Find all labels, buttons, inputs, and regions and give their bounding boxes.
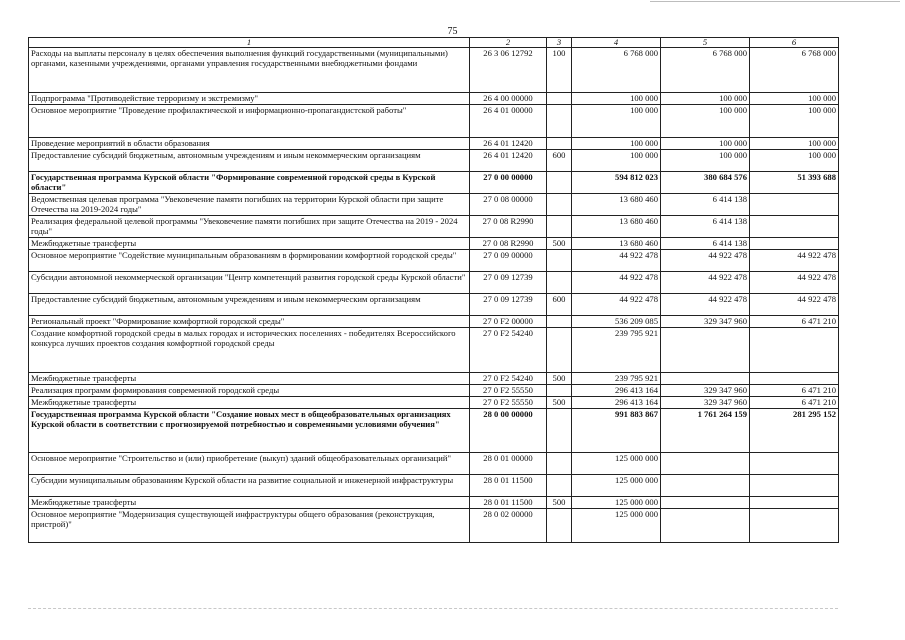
- row-amount-year1: 13 680 460: [572, 238, 661, 250]
- row-name: Межбюджетные трансферты: [29, 497, 470, 509]
- row-name: Предоставление субсидий бюджетным, автономным учреждениям и иным некоммерческим организациям: [29, 150, 470, 172]
- row-amount-year3: [750, 194, 839, 216]
- row-expense-type: [547, 328, 572, 373]
- row-name: Основное мероприятие "Проведение профилактической и информационно-пропагандистской работы": [29, 105, 470, 138]
- row-amount-year1: 125 000 000: [572, 453, 661, 475]
- row-amount-year3: 100 000: [750, 150, 839, 172]
- table-row: [29, 497, 839, 509]
- row-amount-year3: [750, 497, 839, 509]
- row-amount-year3: [750, 373, 839, 385]
- row-amount-year3: 6 471 210: [750, 385, 839, 397]
- table-row: [29, 409, 839, 453]
- row-amount-year1: 239 795 921: [572, 373, 661, 385]
- row-name: Государственная программа Курской области "Формирование современной городской среды в Курской области": [29, 172, 470, 194]
- row-amount-year2: [661, 475, 750, 497]
- table-row: [29, 509, 839, 543]
- row-name: Предоставление субсидий бюджетным, автономным учреждениям и иным некоммерческим организациям: [29, 294, 470, 316]
- row-name: Проведение мероприятий в области образования: [29, 138, 470, 150]
- row-name: Создание комфортной городской среды в малых городах и исторических поселениях - победителях Всероссийского конкурса лучших проектов создания комфортной городской среды: [29, 328, 470, 373]
- row-amount-year1: 44 922 478: [572, 272, 661, 294]
- row-amount-year3: 51 393 688: [750, 172, 839, 194]
- row-amount-year3: 6 471 210: [750, 316, 839, 328]
- row-code: 28 0 00 00000: [470, 409, 547, 453]
- row-amount-year3: 44 922 478: [750, 294, 839, 316]
- row-code: 26 4 01 00000: [470, 105, 547, 138]
- row-amount-year1: 44 922 478: [572, 250, 661, 272]
- row-amount-year2: [661, 328, 750, 373]
- table-row: [29, 373, 839, 385]
- row-code: 27 0 F2 54240: [470, 373, 547, 385]
- row-expense-type: [547, 475, 572, 497]
- row-amount-year2: 44 922 478: [661, 250, 750, 272]
- table-row: [29, 385, 839, 397]
- row-name: Государственная программа Курской области "Создание новых мест в общеобразовательных организациях Курской области в соответствии с прогнозируемой потребностью и современными условиями обучения": [29, 409, 470, 453]
- row-name: Основное мероприятие "Содействие муниципальным образованиям в формировании комфортной городской среды": [29, 250, 470, 272]
- row-code: 27 0 00 00000: [470, 172, 547, 194]
- row-expense-type: [547, 250, 572, 272]
- column-number: 4: [572, 38, 661, 48]
- row-amount-year3: [750, 328, 839, 373]
- row-amount-year2: 44 922 478: [661, 294, 750, 316]
- table-row: [29, 453, 839, 475]
- row-amount-year1: 13 680 460: [572, 216, 661, 238]
- table-row: [29, 138, 839, 150]
- table-row: [29, 194, 839, 216]
- row-code: 27 0 08 00000: [470, 194, 547, 216]
- row-code: 27 0 F2 54240: [470, 328, 547, 373]
- row-amount-year3: 100 000: [750, 93, 839, 105]
- page-number: 75: [447, 26, 458, 37]
- row-expense-type: [547, 138, 572, 150]
- row-amount-year2: 100 000: [661, 93, 750, 105]
- column-number: 2: [470, 38, 547, 48]
- row-code: 28 0 01 00000: [470, 453, 547, 475]
- row-amount-year2: [661, 509, 750, 543]
- row-amount-year1: 296 413 164: [572, 397, 661, 409]
- row-amount-year1: 594 812 023: [572, 172, 661, 194]
- row-amount-year3: [750, 238, 839, 250]
- table-row: [29, 316, 839, 328]
- row-expense-type: [547, 194, 572, 216]
- row-amount-year3: 6 471 210: [750, 397, 839, 409]
- row-expense-type: [547, 93, 572, 105]
- row-code: 26 4 00 00000: [470, 93, 547, 105]
- row-amount-year3: 100 000: [750, 105, 839, 138]
- row-name: Ведомственная целевая программа "Увековечение памяти погибших на территории Курской области при защите Отечества на 2019-2024 годы": [29, 194, 470, 216]
- row-amount-year1: 13 680 460: [572, 194, 661, 216]
- table-row: [29, 172, 839, 194]
- row-name: Межбюджетные трансферты: [29, 238, 470, 250]
- row-amount-year2: 6 414 138: [661, 216, 750, 238]
- budget-table-sheet: [28, 37, 838, 543]
- table-row: [29, 475, 839, 497]
- row-expense-type: [547, 409, 572, 453]
- column-number: 1: [29, 38, 470, 48]
- row-expense-type: 500: [547, 373, 572, 385]
- row-amount-year1: 125 000 000: [572, 509, 661, 543]
- row-expense-type: 500: [547, 497, 572, 509]
- row-amount-year2: 1 761 264 159: [661, 409, 750, 453]
- row-amount-year2: 329 347 960: [661, 385, 750, 397]
- row-expense-type: 100: [547, 48, 572, 93]
- row-amount-year1: 6 768 000: [572, 48, 661, 93]
- row-amount-year2: 329 347 960: [661, 316, 750, 328]
- row-name: Межбюджетные трансферты: [29, 373, 470, 385]
- row-amount-year3: 6 768 000: [750, 48, 839, 93]
- scan-edge-line: [650, 1, 900, 2]
- column-number: 3: [547, 38, 572, 48]
- row-code: 27 0 09 12739: [470, 294, 547, 316]
- row-expense-type: [547, 216, 572, 238]
- row-amount-year1: 239 795 921: [572, 328, 661, 373]
- row-code: 27 0 F2 55550: [470, 385, 547, 397]
- row-amount-year1: 100 000: [572, 93, 661, 105]
- row-name: Региональный проект "Формирование комфортной городской среды": [29, 316, 470, 328]
- table-row: [29, 250, 839, 272]
- row-name: Основное мероприятие "Модернизация существующей инфраструктуры общего образования (реконструкция, пристрой)": [29, 509, 470, 543]
- row-expense-type: 600: [547, 150, 572, 172]
- row-amount-year2: 329 347 960: [661, 397, 750, 409]
- row-code: 26 4 01 12420: [470, 150, 547, 172]
- row-amount-year2: [661, 497, 750, 509]
- row-code: 27 0 09 00000: [470, 250, 547, 272]
- table-row: [29, 328, 839, 373]
- table-row: [29, 93, 839, 105]
- row-amount-year2: 44 922 478: [661, 272, 750, 294]
- row-amount-year2: 100 000: [661, 138, 750, 150]
- row-amount-year3: [750, 509, 839, 543]
- row-name: Основное мероприятие "Строительство и (или) приобретение (выкуп) зданий общеобразовательных организаций": [29, 453, 470, 475]
- row-code: 27 0 08 R2990: [470, 238, 547, 250]
- row-amount-year3: [750, 453, 839, 475]
- row-expense-type: 600: [547, 294, 572, 316]
- row-amount-year3: 281 295 152: [750, 409, 839, 453]
- row-amount-year1: 296 413 164: [572, 385, 661, 397]
- table-row: [29, 238, 839, 250]
- row-code: 27 0 F2 00000: [470, 316, 547, 328]
- row-amount-year2: 6 768 000: [661, 48, 750, 93]
- row-amount-year2: 6 414 138: [661, 238, 750, 250]
- row-name: Подпрограмма "Противодействие терроризму и экстремизму": [29, 93, 470, 105]
- row-amount-year2: 100 000: [661, 105, 750, 138]
- row-name: Реализация федеральной целевой программы "Увековечение памяти погибших при защите Отечества на 2019 - 2024 годы": [29, 216, 470, 238]
- row-amount-year3: 44 922 478: [750, 272, 839, 294]
- row-amount-year3: 44 922 478: [750, 250, 839, 272]
- row-expense-type: [547, 509, 572, 543]
- row-name: Субсидии автономной некоммерческой организации "Центр компетенций развития городской среды Курской области": [29, 272, 470, 294]
- row-amount-year1: 125 000 000: [572, 497, 661, 509]
- row-amount-year2: 100 000: [661, 150, 750, 172]
- row-code: 28 0 01 11500: [470, 497, 547, 509]
- row-amount-year1: 536 209 085: [572, 316, 661, 328]
- row-amount-year1: 44 922 478: [572, 294, 661, 316]
- column-number: 5: [661, 38, 750, 48]
- row-amount-year2: [661, 373, 750, 385]
- row-amount-year1: 100 000: [572, 105, 661, 138]
- row-code: 27 0 F2 55550: [470, 397, 547, 409]
- row-expense-type: 500: [547, 397, 572, 409]
- budget-table: [28, 37, 839, 543]
- row-amount-year3: [750, 475, 839, 497]
- row-name: Реализация программ формирования современной городской среды: [29, 385, 470, 397]
- table-row: [29, 397, 839, 409]
- table-row: [29, 150, 839, 172]
- column-number: 6: [750, 38, 839, 48]
- column-number-row: [29, 38, 839, 48]
- row-expense-type: [547, 272, 572, 294]
- row-code: 27 0 08 R2990: [470, 216, 547, 238]
- row-amount-year1: 125 000 000: [572, 475, 661, 497]
- row-amount-year1: 100 000: [572, 150, 661, 172]
- row-amount-year1: 991 883 867: [572, 409, 661, 453]
- row-name: Субсидии муниципальным образованиям Курской области на развитие социальной и инженерной инфраструктуры: [29, 475, 470, 497]
- row-code: 26 3 06 12792: [470, 48, 547, 93]
- table-row: [29, 294, 839, 316]
- table-row: [29, 105, 839, 138]
- table-row: [29, 216, 839, 238]
- row-expense-type: [547, 105, 572, 138]
- row-expense-type: [547, 385, 572, 397]
- row-expense-type: [547, 316, 572, 328]
- row-amount-year3: [750, 216, 839, 238]
- row-expense-type: [547, 453, 572, 475]
- row-expense-type: 500: [547, 238, 572, 250]
- row-code: 27 0 09 12739: [470, 272, 547, 294]
- row-amount-year3: 100 000: [750, 138, 839, 150]
- row-code: 28 0 02 00000: [470, 509, 547, 543]
- row-expense-type: [547, 172, 572, 194]
- row-amount-year2: 380 684 576: [661, 172, 750, 194]
- row-code: 28 0 01 11500: [470, 475, 547, 497]
- row-name: Межбюджетные трансферты: [29, 397, 470, 409]
- row-amount-year1: 100 000: [572, 138, 661, 150]
- table-row: [29, 272, 839, 294]
- scan-bottom-line: [28, 608, 838, 609]
- table-row: [29, 48, 839, 93]
- row-name: Расходы на выплаты персоналу в целях обеспечения выполнения функций государственными (муниципальными) органами, казенными учреждениями, органами управления государственными внебюджетными фондами: [29, 48, 470, 93]
- row-amount-year2: 6 414 138: [661, 194, 750, 216]
- row-amount-year2: [661, 453, 750, 475]
- row-code: 26 4 01 12420: [470, 138, 547, 150]
